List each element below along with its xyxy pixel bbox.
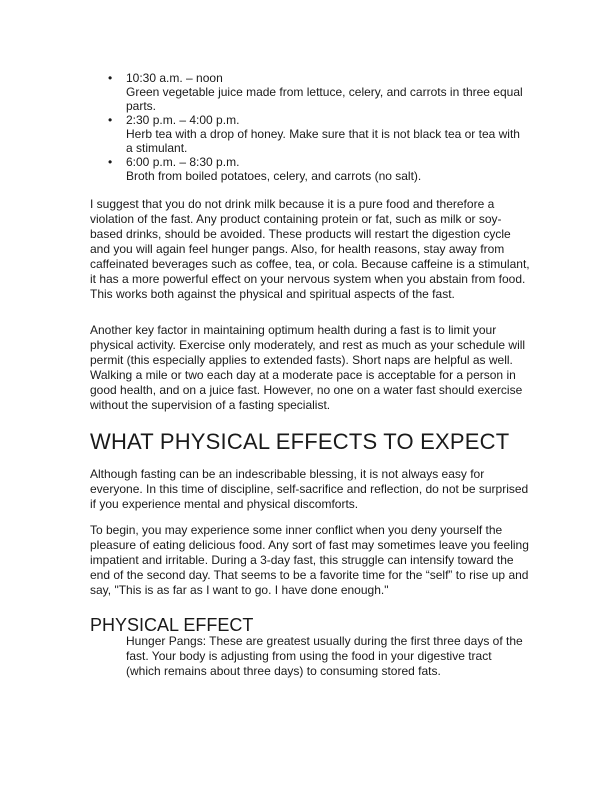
paragraph-conflict: To begin, you may experience some inner conflict when you deny yourself the pleasure of eating delicious food. Any sort of fast may sometimes leave you feeling impatient and irritable. During a 3-day fast, this struggle can intensify toward the end of the second day. That seems to be a favorite time for the “self” to rise up and say, "This is as far as I want to go. I have done enough." (90, 523, 529, 597)
schedule-description: Herb tea with a drop of honey. Make sure that it is not black tea or tea with a stimulant. (126, 127, 520, 155)
schedule-description: Broth from boiled potatoes, celery, and carrots (no salt). (126, 169, 422, 183)
bullet-icon: • (108, 155, 113, 169)
schedule-item (108, 113, 528, 155)
schedule-item (108, 71, 528, 113)
subsection-heading: PHYSICAL EFFECT (90, 615, 254, 635)
hunger-pangs-text: Hunger Pangs: These are greatest usually during the first three days of the fast. Your body is adjusting from using the food in your digestive tract (which remains about three days) to consuming stored fats. (126, 634, 523, 678)
bullet-icon: • (108, 71, 113, 85)
schedule-time: 10:30 a.m. – noon (126, 71, 223, 85)
schedule-time: 2:30 p.m. – 4:00 p.m. (126, 113, 240, 127)
fasting-schedule-list (108, 71, 528, 183)
schedule-time: 6:00 p.m. – 8:30 p.m. (126, 155, 240, 169)
section-heading: WHAT PHYSICAL EFFECTS TO EXPECT (90, 429, 510, 454)
paragraph-milk: I suggest that you do not drink milk because it is a pure food and therefore a violation of the fast. Any product containing protein or fat, such as milk or soy-based drinks, should be avoided. These products will restart the digestion cycle and you will again feel hunger pangs. Also, for health reasons, stay away from caffeinated beverages such as coffee, tea, or cola. Because caffeine is a stimulant, it has a more powerful effect on your nervous system when you abstain from food. This works both against the physical and spiritual aspects of the fast. (90, 197, 530, 301)
paragraph-blessing: Although fasting can be an indescribable blessing, it is not always easy for everyone. In this time of discipline, self-sacrifice and reflection, do not be surprised if you experience mental and physical discomforts. (90, 467, 529, 511)
paragraph-activity: Another key factor in maintaining optimum health during a fast is to limit your physical activity. Exercise only moderately, and rest as much as your schedule will permit (this especially applies to extended fasts). Short naps are helpful as well. Walking a mile or two each day at a moderate pace is acceptable for a person in good health, and on a juice fast. However, no one on a water fast should exercise without the supervision of a fasting specialist. (90, 323, 526, 412)
schedule-item (108, 155, 528, 183)
schedule-description: Green vegetable juice made from lettuce, celery, and carrots in three equal parts. (126, 85, 523, 113)
bullet-icon: • (108, 113, 113, 127)
